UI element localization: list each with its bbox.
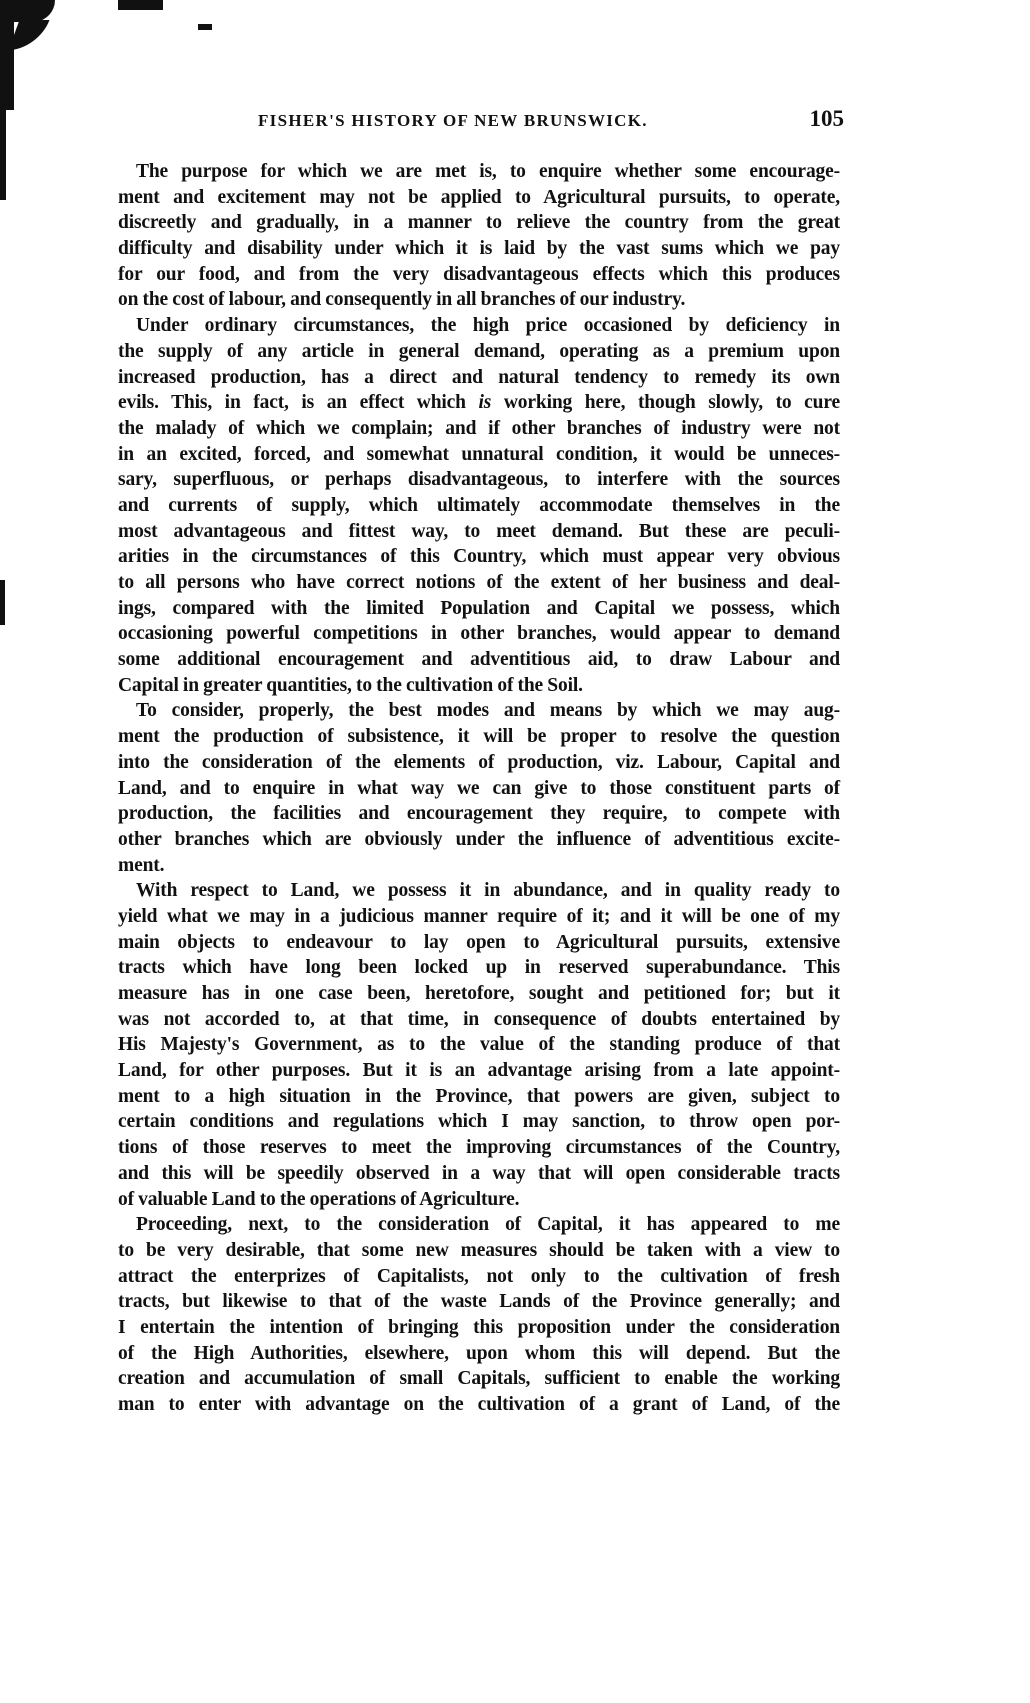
running-title: FISHER'S HISTORY OF NEW BRUNSWICK. [258,111,648,130]
text-line: increased production, has a direct and natural tendency to remedy its own [118,366,840,388]
text-line: yield what we may in a judicious manner require of it; and it will be one of my [118,905,840,927]
text-line: and this will be speedily observed in a way that will open considerable tracts [118,1162,840,1184]
text-line: Land, and to enquire in what way we can give to those constituent parts of [118,777,840,799]
text-line: in an excited, forced, and somewhat unnatural condition, it would be unneces- [118,443,840,465]
text-line: was not accorded to, at that time, in consequence of doubts entertained by [118,1008,840,1030]
text-line: With respect to Land, we possess it in abundance, and in quality ready to [136,880,840,902]
text-line: tions of those reserves to meet the improving circumstances of the Country, [118,1137,840,1159]
text-line: arities in the circumstances of this Country, which must appear very obvious [118,546,840,568]
scan-mark [0,110,6,200]
text-line: The purpose for which we are met is, to enquire whether some encourage- [136,161,840,182]
text-line: measure has in one case been, heretofore, sought and petitioned for; but it [118,983,840,1004]
text-line: ment the production of subsistence, it will be proper to resolve the question [118,726,840,748]
text-line: ment and excitement may not be applied to Agricultural pursuits, to operate, [118,186,840,208]
text-line: some additional encouragement and adventitious aid, to draw Labour and [118,649,840,671]
text-line: His Majesty's Government, as to the value of the standing produce of that [118,1034,840,1056]
text-line: to be very desirable, that some new measures should be taken with a view to [118,1239,840,1261]
text-line: to all persons who have correct notions of the extent of her business and deal- [118,572,840,593]
text-line: production, the facilities and encouragement they require, to compete with [118,803,840,825]
text-line: sary, superfluous, or perhaps disadvantageous, to interfere with the sources [118,469,840,491]
text-line: evils. This, in fact, is an effect which is working here, though slowly, to cure [118,392,840,414]
text-line: of the High Authorities, elsewhere, upon whom this will depend. But the [118,1342,840,1364]
body-text [118,159,840,1418]
page-number: 105 [809,106,844,131]
text-line: ings, compared with the limited Population and Capital we possess, which [118,597,840,619]
text-line: main objects to endeavour to lay open to Agricultural pursuits, extensive [118,931,840,953]
text-line: discreetly and gradually, in a manner to relieve the country from the great [118,212,840,234]
text-line: attract the enterprizes of Capitalists, not only to the cultivation of fresh [118,1265,840,1287]
paragraph [118,878,840,1212]
paragraph [118,698,840,878]
text-line: man to enter with advantage on the cultivation of a grant of Land, of the [118,1394,840,1415]
emphasis: is [478,392,492,414]
scan-mark [0,0,14,110]
text-line: tracts, but likewise to that of the waste Lands of the Province generally; and [118,1291,840,1313]
text-line: Land, for other purposes. But it is an advantage arising from a late appoint- [118,1060,840,1082]
text-line: tracts which have long been locked up in reserved superabundance. This [118,957,840,979]
paragraph [118,313,840,698]
text-line: certain conditions and regulations which I may sanction, to throw open por- [118,1111,840,1133]
text-line: To consider, properly, the best modes and means by which we may aug- [136,700,840,722]
text-line: into the consideration of the elements of production, viz. Labour, Capital and [118,751,840,773]
text-line: Under ordinary circumstances, the high price occasioned by deficiency in [136,315,840,337]
scan-mark [0,580,5,625]
scan-mark [198,24,212,30]
text-line: for our food, and from the very disadvantageous effects which this produces [118,263,840,285]
paragraph [118,1212,840,1418]
text-line: ment. [118,854,165,876]
scan-mark [118,0,163,10]
text-line: the malady of which we complain; and if other branches of industry were not [118,417,840,439]
text-line: of valuable Land to the operations of Agriculture. [118,1188,520,1210]
text-line: creation and accumulation of small Capitals, sufficient to enable the working [118,1368,840,1390]
text-line: other branches which are obviously under the influence of adventitious excite- [118,828,840,850]
text-line: the supply of any article in general demand, operating as a premium upon [118,340,840,362]
text-line: and currents of supply, which ultimately accommodate themselves in the [118,494,840,516]
text-line: Proceeding, next, to the consideration of Capital, it has appeared to me [136,1214,840,1236]
scan-mark [9,20,50,50]
paragraph [118,159,840,313]
text-line: I entertain the intention of bringing this proposition under the consideration [118,1316,840,1338]
text-line: on the cost of labour, and consequently in all branches of our industry. [118,289,686,311]
text-line: most advantageous and fittest way, to meet demand. But these are peculi- [118,520,840,542]
text-line: Capital in greater quantities, to the cultivation of the Soil. [118,674,583,696]
text-line: difficulty and disability under which it is laid by the vast sums which we pay [118,238,840,260]
text-line: occasioning powerful competitions in other branches, would appear to demand [118,623,840,645]
page-header [118,106,844,138]
text-line: ment to a high situation in the Province, that powers are given, subject to [118,1085,840,1107]
